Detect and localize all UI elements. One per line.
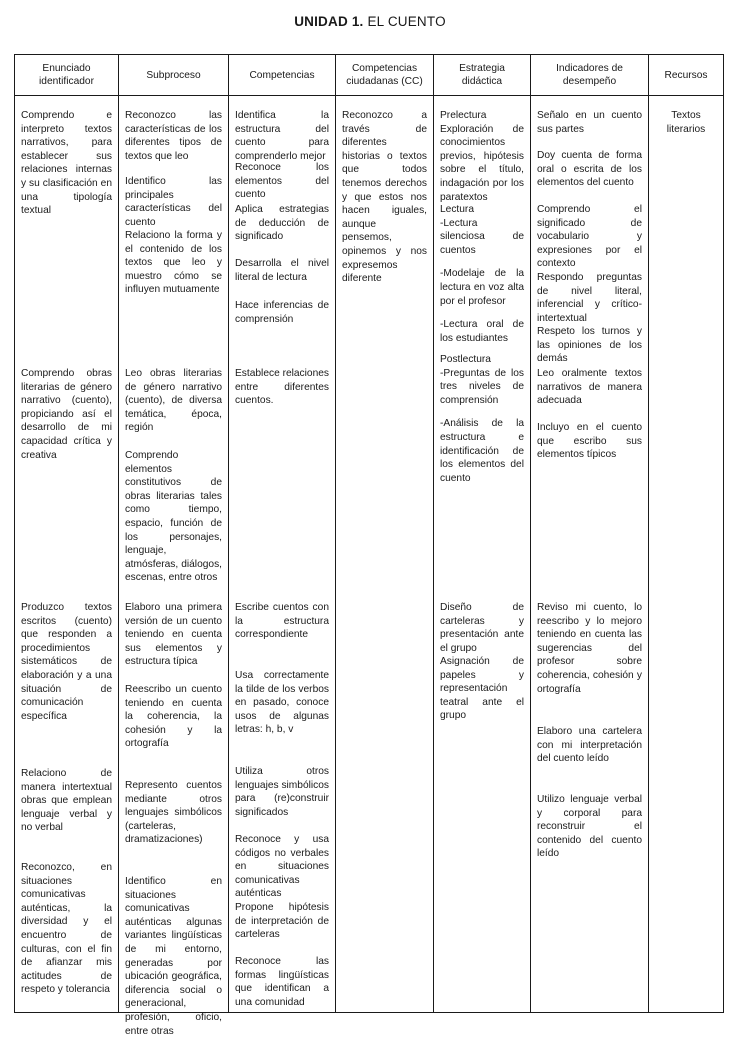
estrategia-lectura [440,203,524,349]
estrategia-line: -Preguntas de los tres niveles de comprensión [440,367,524,406]
estrategia-postlectura [440,353,524,489]
competencia-item: Escribe cuentos con la estructura correspondiente [235,602,329,641]
subproceso-item: Identifico las principales características del cuento [125,176,222,228]
column-indicadores [531,96,649,1013]
competencia-item: Establece relaciones entre diferentes cuentos. [235,368,330,407]
subproceso-item: Comprendo elementos constitutivos de obras literarias tales como tiempo, espacio, función de los personajes, lenguaje, atmósferas, diálogos, escenas, entre otros [125,450,222,584]
subproceso-item: Reescribo un cuento teniendo en cuenta la coherencia, la cohesión y la ortografía [125,684,222,750]
estrategia-line: Postlectura [440,354,491,365]
subproceso-item: Relaciono la forma y el contenido de los textos que leo y muestro cómo se influyen mutuamente [125,230,222,296]
estrategia-line: Lectura [440,204,474,215]
enunciado-item: Reconozco, en situaciones comunicativas auténticas, la diversidad y el encuentro de culturas, con el fin de afianzar mis actitudes de respeto y tolerancia [21,862,112,996]
subproceso-item: Elaboro una primera versión de un cuento teniendo en cuenta sus elementos y estructura típica [125,602,222,668]
indicador-item: Señalo en un cuento sus partes [537,110,642,135]
indicador-item: Respondo preguntas de nivel literal, inferencial y crítico-intertextual [537,272,642,324]
page-title [0,14,740,29]
column-enunciado [15,96,119,1013]
competencia-item: Hace inferencias de comprensión [235,300,329,325]
indicador-item: Leo oralmente textos narrativos de manera adecuada [537,368,642,407]
unit-number: UNIDAD 1. [294,14,364,29]
table-header-row [15,55,724,96]
indicador-item: Elaboro una cartelera con mi interpretación del cuento leído [537,726,642,765]
competencia-item: Reconoce y usa códigos no verbales en situaciones comunicativas auténticas [235,834,329,900]
estrategia-asignacion: Asignación de papeles y representación teatral ante el grupo [440,656,524,722]
header-competencias: Competencias [229,55,336,96]
competencia-item: Reconoce las formas lingüísticas que identifican a una comunidad [235,956,329,1008]
subproceso-item: Reconozco las características de los diferentes tipos de textos que leo [125,110,222,162]
subproceso-item: Identifico en situaciones comunicativas auténticas algunas variantes lingüísticas de mi entorno, generadas por ubicación geográfica, diferencia social o generacional, profesión, oficio, entre otras [125,876,222,1037]
enunciado-item: Comprendo obras literarias de género narrativo (cuento), propiciando así el desarrollo de mi capacidad crítica y creativa [21,368,112,461]
column-recursos [649,96,724,1013]
column-competencias [229,96,336,1013]
column-subproceso [119,96,229,1037]
indicador-item: Comprendo el significado de vocabulario y expresiones por el contexto [537,204,642,270]
enunciado-item: Comprendo e interpreto textos narrativos, para establecer sus relaciones internas y su clasificación en una tipología textual [21,110,112,217]
estrategia-line: -Lectura silenciosa de cuentos [440,217,524,256]
competencia-item: Aplica estrategias de deducción de significado [235,204,329,243]
ciudadana-item: Reconozco a través de diferentes historias o textos que todos tenemos derechos y que estos nos hacen iguales, aunque pensemos, opinemos y nos expresemos diferente [342,110,427,285]
estrategia-diseno: Diseño de carteleras y presentación ante el grupo [440,602,524,654]
estrategia-prelectura: Prelectura Exploración de conocimientos previos, hipótesis sobre el título, indagación por los paratextos [440,110,524,203]
estrategia-line: -Lectura oral de los estudiantes [440,319,524,344]
header-subproceso: Subproceso [119,55,229,96]
competencia-item: Desarrolla el nivel literal de lectura [235,258,329,283]
subproceso-item: Leo obras literarias de género narrativo (cuento), de diversa temática, época, región [125,368,222,434]
column-estrategia [434,96,531,1013]
header-recursos: Recursos [649,55,724,96]
curriculum-table [14,54,724,1037]
header-estrategia: Estrategia didáctica [434,55,531,96]
indicador-item: Reviso mi cuento, lo reescribo y lo mejoro teniendo en cuenta las sugerencias del profesor sobre coherencia, cohesión y ortografía [537,602,642,695]
table-body-row [15,96,724,1013]
competencia-item: Reconoce los elementos del cuento [235,162,329,201]
enunciado-item: Relaciono de manera intertextual obras que emplean lenguaje verbal y no verbal [21,768,112,834]
header-indicadores: Indicadores de desempeño [531,55,649,96]
column-competencias-ciudadanas [336,96,434,1013]
competencia-item: Usa correctamente la tilde de los verbos en pasado, conoce usos de algunas letras: h, b, v [235,670,329,736]
unit-name: EL CUENTO [363,14,446,29]
indicador-item: Doy cuenta de forma oral o escrita de los elementos del cuento [537,150,642,189]
competencia-item: Identifica la estructura del cuento para comprenderlo mejor [235,110,329,162]
header-enunciado: Enunciado identificador [15,55,119,96]
indicador-item: Respeto los turnos y las opiniones de los demás [537,326,642,365]
estrategia-line: -Análisis de la estructura e identificación de los elementos del cuento [440,418,524,484]
indicador-item: Utilizo lenguaje verbal y corporal para reconstruir el contenido del cuento leído [537,794,642,860]
header-competencias-ciudadanas: Competencias ciudadanas (CC) [336,55,434,96]
subproceso-item: Represento cuentos mediante otros lenguajes simbólicos (carteleras, dramatizaciones) [125,780,222,846]
enunciado-item: Produzco textos escritos (cuento) que responden a procedimientos sistemáticos de elaboración y a una situación de comunicación específica [21,602,112,722]
recurso-item: Textos literarios [666,110,706,135]
competencia-item: Propone hipótesis de interpretación de carteleras [235,902,329,941]
competencia-item: Utiliza otros lenguajes simbólicos para (re)construir significados [235,766,330,818]
indicador-item: Incluyo en el cuento que escribo sus elementos típicos [537,422,642,461]
estrategia-line: -Modelaje de la lectura en voz alta por el profesor [440,268,524,307]
